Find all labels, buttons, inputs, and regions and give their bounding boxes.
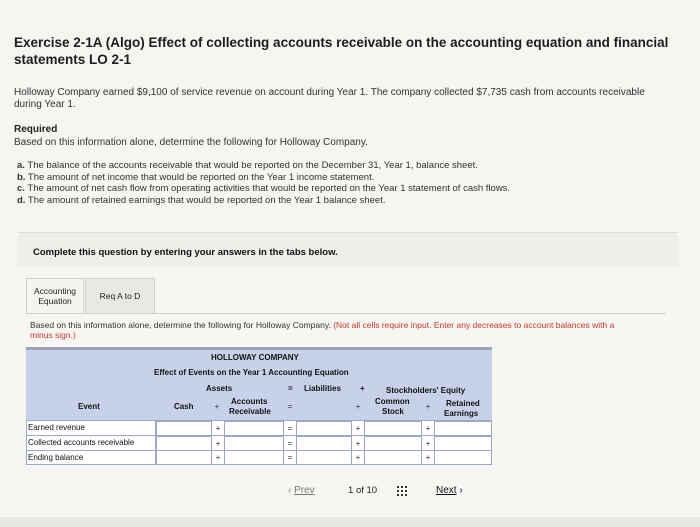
table-company-name: HOLLOWAY COMPANY [211, 353, 299, 362]
plus-sign: + [355, 453, 361, 462]
liabilities-header: Liabilities [304, 384, 341, 393]
cash-input[interactable] [156, 436, 212, 451]
assets-header: Assets [206, 384, 233, 393]
common-stock-input[interactable] [364, 436, 422, 451]
bottom-bar [0, 517, 700, 527]
liabilities-input[interactable] [296, 450, 352, 465]
next-button[interactable]: Next › [436, 485, 463, 496]
list-item: b. The amount of net income that would be reported on the Year 1 income statement. [17, 171, 375, 183]
table-row-event: Earned revenue [28, 423, 85, 432]
common-stock-input[interactable] [364, 421, 422, 436]
required-label: Required [14, 124, 58, 135]
plus-sign: + [425, 439, 431, 448]
table-subtitle: Effect of Events on the Year 1 Accounting Equation [154, 368, 349, 377]
equals-sign: = [287, 424, 293, 433]
table-row-event: Collected accounts receivable [28, 438, 135, 447]
table-header-top-bar [26, 347, 492, 350]
cash-column-header: Cash [174, 402, 194, 411]
list-item: d. The amount of retained earnings that would be reported on the Year 1 balance sheet. [17, 194, 386, 206]
problem-intro: Holloway Company earned $9,100 of service revenue on account during Year 1. The company collected $7,735 cash from accounts receivable during Year 1. [14, 87, 645, 110]
equity-header: Stockholders' Equity [386, 386, 466, 395]
tab-divider [26, 313, 666, 314]
prev-button[interactable]: ‹ Prev [288, 485, 315, 496]
retained-earnings-header-1: Retained [446, 399, 480, 408]
liabilities-input[interactable] [296, 421, 352, 436]
plus-sign: + [425, 402, 431, 411]
retained-earnings-input[interactable] [434, 450, 492, 465]
plus-sign: + [425, 453, 431, 462]
list-item: c. The amount of net cash flow from operating activities that would be reported on the Year 1 statement of cash flows. [17, 183, 511, 194]
ar-input[interactable] [224, 436, 284, 451]
tab-req-a-to-d[interactable]: Req A to D [85, 278, 155, 314]
equals-sign: = [288, 384, 293, 393]
plus-sign: + [360, 384, 365, 393]
ar-column-header-1: Accounts [231, 397, 268, 406]
plus-sign: + [215, 439, 221, 448]
table-instruction: Based on this information alone, determine the following for Holloway Company. (Not all cells require input. Enter any decreases to account balances with a minus sign.) [30, 320, 615, 340]
table-row-event: Ending balance [28, 453, 84, 462]
event-column-header: Event [78, 402, 100, 411]
table-left-border [26, 420, 27, 464]
common-stock-header-1: Common [375, 397, 410, 406]
retained-earnings-header-2: Earnings [444, 409, 479, 418]
page-indicator: 1 of 10 [348, 485, 378, 496]
liabilities-input[interactable] [296, 436, 352, 451]
equals-sign: = [287, 439, 293, 448]
plus-sign: + [425, 424, 431, 433]
plus-sign: + [355, 439, 361, 448]
plus-sign: + [355, 402, 361, 411]
plus-sign: + [214, 402, 220, 411]
ar-input[interactable] [224, 450, 284, 465]
ar-column-header-2: Receivable [229, 407, 271, 416]
grid-icon[interactable] [397, 486, 407, 496]
accounting-equation-table [26, 347, 492, 464]
tab-accounting-equation[interactable]: Accounting Equation [26, 278, 84, 314]
requirements-list [17, 160, 510, 206]
page-title: Exercise 2-1A (Algo) Effect of collecting accounts receivable on the accounting equation and financial statements LO 2-1 [14, 35, 669, 67]
event-column-border [155, 420, 156, 464]
plus-sign: + [355, 424, 361, 433]
retained-earnings-input[interactable] [434, 436, 492, 451]
common-stock-header-2: Stock [382, 407, 404, 416]
cash-input[interactable] [156, 421, 212, 436]
ar-input[interactable] [224, 421, 284, 436]
list-item: a. The balance of the accounts receivable that would be reported on the December 31, Year 1, balance sheet. [17, 160, 478, 171]
equals-sign: = [287, 453, 293, 462]
plus-sign: + [215, 453, 221, 462]
common-stock-input[interactable] [364, 450, 422, 465]
equals-sign: = [287, 402, 293, 411]
required-based-text: Based on this information alone, determine the following for Holloway Company. [14, 137, 368, 148]
retained-earnings-input[interactable] [434, 421, 492, 436]
plus-sign: + [215, 424, 221, 433]
cash-input[interactable] [156, 450, 212, 465]
instruction-text: Complete this question by entering your answers in the tabs below. [33, 247, 338, 258]
